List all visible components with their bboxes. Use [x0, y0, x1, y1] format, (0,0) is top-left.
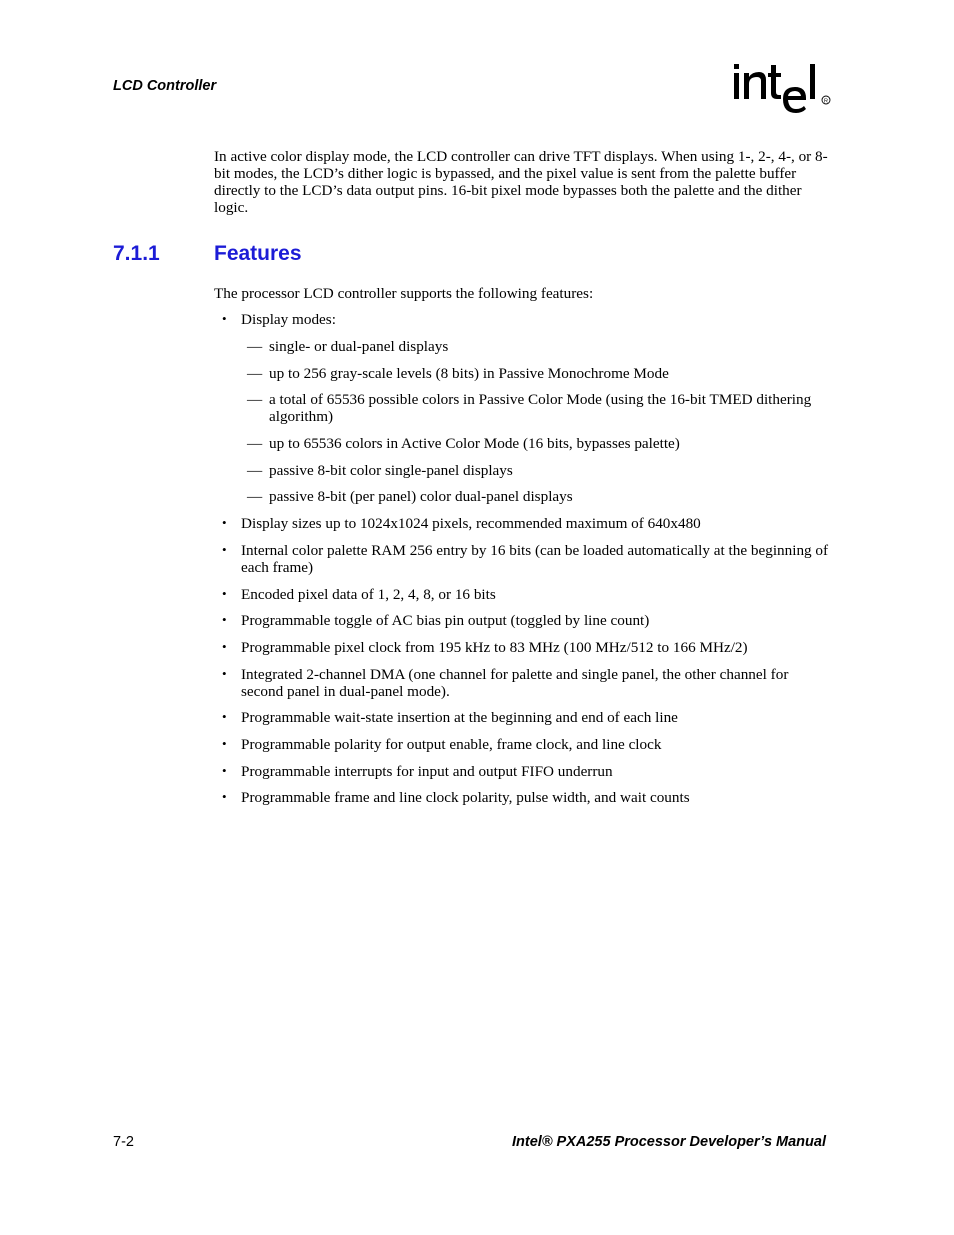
sub-item-text: up to 256 gray-scale levels (8 bits) in Passive Monochrome Mode [269, 364, 669, 382]
feature-item [214, 763, 830, 780]
sub-item [241, 435, 830, 452]
sub-item [241, 338, 830, 355]
sub-item-text: up to 65536 colors in Active Color Mode (16 bits, bypasses palette) [269, 435, 680, 453]
bullet-glyph: • [222, 541, 227, 557]
feature-item [214, 666, 830, 700]
sub-item [241, 391, 830, 425]
feature-text: Programmable pixel clock from 195 kHz to 83 MHz (100 MHz/512 to 166 MHz/2) [241, 638, 748, 656]
sub-item-text: single- or dual-panel displays [269, 338, 449, 355]
running-header-section: LCD Controller [113, 78, 217, 94]
feature-text: Display modes: [241, 311, 336, 328]
bullet-glyph: • [222, 515, 227, 531]
dash-glyph: — [247, 435, 263, 453]
feature-text: Programmable wait-state insertion at the beginning and end of each line [241, 709, 678, 727]
feature-item [214, 542, 830, 576]
bullet-glyph: • [222, 762, 227, 778]
sub-item-text: passive 8-bit (per panel) color dual-panel displays [269, 488, 573, 506]
section-number: 7.1.1 [113, 242, 160, 265]
bullet-glyph: • [222, 709, 227, 725]
feature-item [214, 639, 830, 656]
feature-item [214, 586, 830, 603]
feature-item [214, 612, 830, 629]
section-title: Features [214, 242, 302, 265]
sub-item-text: a total of 65536 possible colors in Passive Color Mode (using the 16-bit TMED dithering algorithm) [269, 391, 812, 426]
intro-section [214, 148, 830, 216]
display-modes-sublist [241, 338, 830, 505]
dash-glyph: — [247, 364, 263, 382]
sub-item [241, 462, 830, 479]
feature-text: Encoded pixel data of 1, 2, 4, 8, or 16 bits [241, 585, 496, 603]
bullet-glyph: • [222, 311, 227, 326]
feature-item [214, 311, 830, 505]
bullet-glyph: • [222, 585, 227, 601]
feature-text: Integrated 2-channel DMA (one channel for palette and single panel, the other channel for second panel in dual-panel mode). [241, 665, 789, 700]
feature-item [214, 736, 830, 753]
sub-item [241, 488, 830, 505]
bullet-glyph: • [222, 735, 227, 751]
bullet-glyph: • [222, 665, 227, 681]
feature-list [214, 311, 830, 806]
sub-item-text: passive 8-bit color single-panel displays [269, 461, 513, 479]
feature-text: Display sizes up to 1024x1024 pixels, recommended maximum of 640x480 [241, 515, 701, 533]
intro-paragraph: In active color display mode, the LCD controller can drive TFT displays. When using 1-, 2-, 4-, or 8-bit modes, the LCD’s dither logic is bypassed, and the pixel value is sent from the palette buffer directly to the LCD’s data output pins. 16-bit pixel mode bypasses both the palette and the dither logic. [214, 148, 828, 216]
feature-item [214, 709, 830, 726]
bullet-glyph: • [222, 789, 227, 805]
feature-item [214, 515, 830, 532]
footer-page-number: 7-2 [113, 1134, 134, 1150]
bullet-glyph: • [222, 612, 227, 628]
dash-glyph: — [247, 488, 263, 506]
dash-glyph: — [247, 391, 263, 409]
feature-text: Internal color palette RAM 256 entry by 16 bits (can be loaded automatically at the beginning of each frame) [241, 541, 829, 576]
features-lead: The processor LCD controller supports the following features: [214, 285, 594, 302]
features-section [214, 285, 830, 816]
feature-text: Programmable frame and line clock polarity, pulse width, and wait counts [241, 789, 690, 807]
section-heading [113, 242, 302, 266]
dash-glyph: — [247, 338, 263, 355]
svg-text:R: R [824, 98, 828, 105]
dash-glyph: — [247, 461, 263, 479]
feature-text: Programmable polarity for output enable, frame clock, and line clock [241, 735, 662, 753]
sub-item [241, 365, 830, 382]
feature-item [214, 789, 830, 806]
feature-text: Programmable interrupts for input and output FIFO underrun [241, 762, 613, 780]
bullet-glyph: • [222, 638, 227, 654]
feature-text: Programmable toggle of AC bias pin output (toggled by line count) [241, 612, 650, 630]
footer-manual-title: Intel® PXA255 Processor Developer’s Manual [512, 1134, 826, 1150]
intel-logo [731, 58, 835, 118]
